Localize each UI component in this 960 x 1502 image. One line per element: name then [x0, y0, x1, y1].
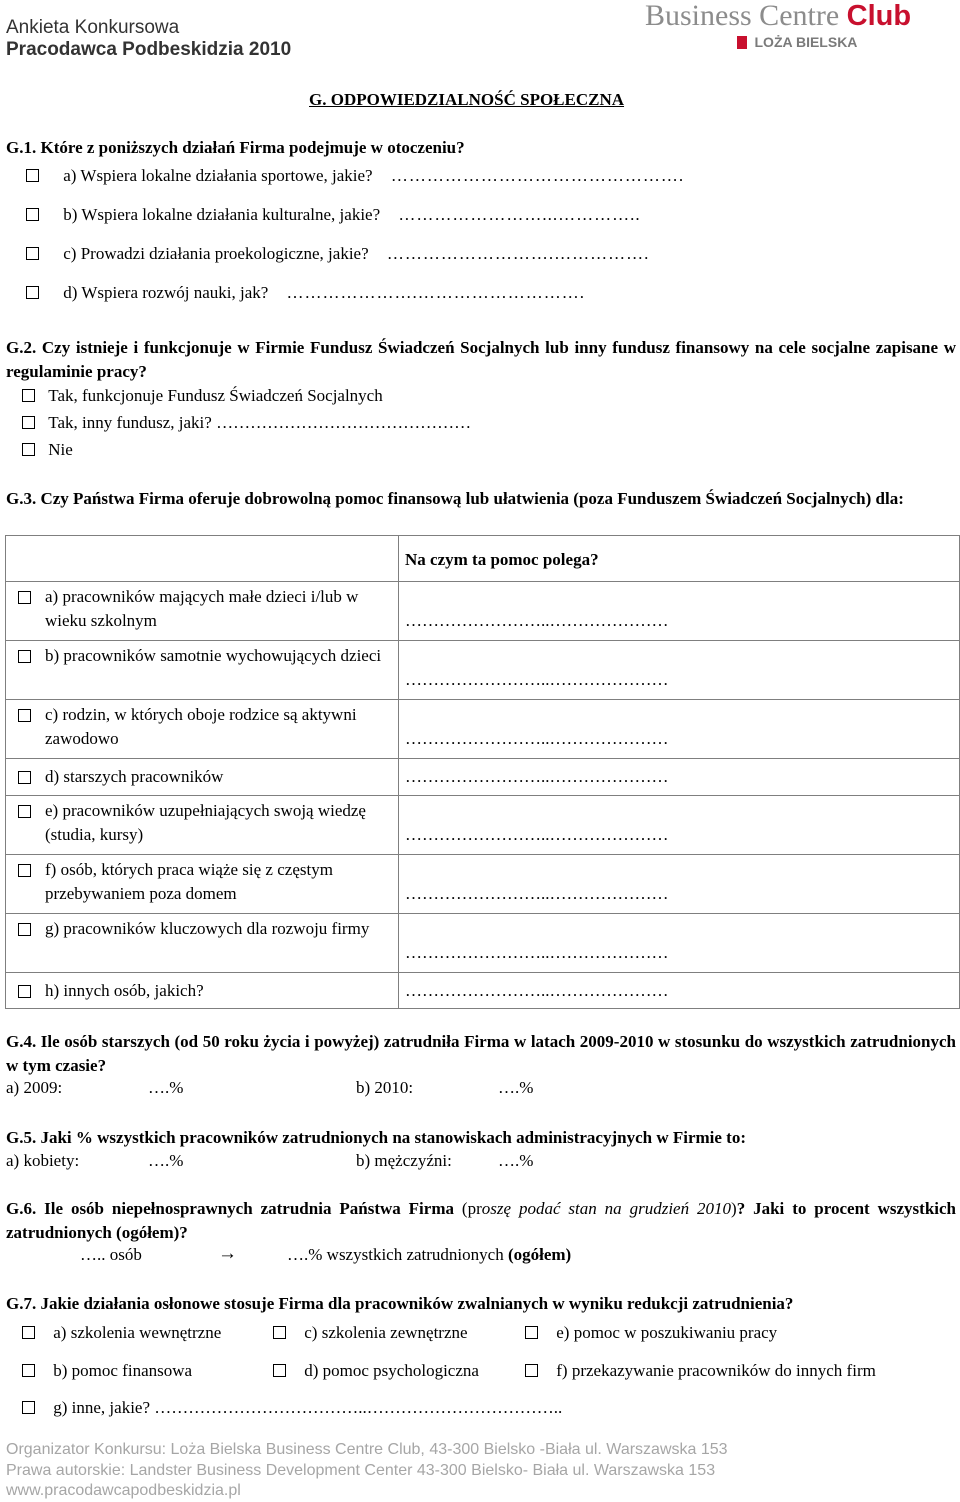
g2-option-3-label: Nie	[48, 440, 73, 459]
g6-paren-open: (pr	[461, 1199, 482, 1218]
checkbox[interactable]	[26, 208, 39, 221]
g3-row-label: e) pracowników uzupełniających swoją wiedzę (studia, kursy)	[45, 801, 366, 844]
checkbox[interactable]	[18, 709, 31, 722]
question-g3: G.3. Czy Państwa Firma oferuje dobrowolną pomoc finansową lub ułatwienia (poza Funduszem Świadczeń Socjalnych) dla:	[6, 489, 904, 508]
g2-option-2-label: Tak, inny fundusz, jaki? ………………………………………	[48, 413, 472, 432]
g4-a-label: a) 2009:	[6, 1078, 63, 1097]
checkbox[interactable]	[273, 1364, 286, 1377]
g6-percent[interactable]	[287, 1245, 571, 1265]
table-header-row	[6, 536, 960, 582]
g6-question-end: ? Jaki to procent wszystkich zatrudnionych (ogółem)?	[6, 1199, 956, 1242]
g7-option-c[interactable]	[273, 1323, 468, 1343]
table-row	[6, 759, 960, 796]
g2-option-3[interactable]	[22, 440, 73, 460]
answer-dots[interactable]: ……………………..…………………	[405, 611, 669, 630]
g6-paren-italic: oszę podać stan na grudzień 2010	[481, 1199, 732, 1218]
g7-option-g-label: g) inne, jakie? ………………………………..……………………………..	[53, 1398, 563, 1417]
checkbox[interactable]	[22, 1401, 35, 1414]
question-g4: G.4. Ile osób starszych (od 50 roku życia i powyżej) zatrudniła Firma w latach 2009-2010 w stosunku do wszystkich zatrudnionych w tym czasie?	[6, 1032, 956, 1075]
section-title: G. ODPOWIEDZIALNOŚĆ SPOŁECZNA	[309, 90, 625, 109]
g3-row-label: d) starszych pracowników	[45, 767, 224, 786]
g2-option-1[interactable]	[22, 386, 383, 406]
logo-main-text: Business Centre	[645, 0, 840, 32]
footer-website-link[interactable]: www.pracodawcapodbeskidzia.pl	[6, 1482, 241, 1499]
answer-dots[interactable]: ……………………..…………………	[405, 981, 669, 1000]
checkbox[interactable]	[18, 864, 31, 877]
g1-option-d-dots[interactable]: ………………….……………………….	[286, 283, 586, 302]
checkbox[interactable]	[22, 416, 35, 429]
g1-option-d-label: d) Wspiera rozwój nauki, jak?	[63, 283, 269, 302]
g7-option-a[interactable]	[22, 1323, 221, 1343]
g1-option-b-label: b) Wspiera lokalne działania kulturalne, jakie?	[63, 205, 381, 224]
g1-option-a-label: a) Wspiera lokalne działania sportowe, jakie?	[63, 166, 373, 185]
g1-option-c[interactable]	[26, 244, 649, 264]
g7-option-b[interactable]	[22, 1361, 192, 1381]
survey-title	[6, 17, 291, 61]
bcc-logo	[645, 0, 911, 52]
table-row	[6, 914, 960, 973]
g7-option-d[interactable]	[273, 1361, 479, 1381]
g7-option-e-label: e) pomoc w poszukiwaniu pracy	[556, 1323, 778, 1342]
table-row	[6, 582, 960, 641]
g7-option-a-label: a) szkolenia wewnętrzne	[53, 1323, 222, 1342]
table-row	[6, 855, 960, 914]
checkbox[interactable]	[525, 1326, 538, 1339]
g1-option-b-dots[interactable]: ……………………...…………..	[398, 205, 641, 224]
g1-option-c-dots[interactable]: ……………………….…………….	[386, 244, 650, 263]
footer-copyright: Prawa autorskie: Landster Business Development Center 43-300 Bielsko- Biała ul. Warszawska 153	[6, 1461, 716, 1479]
question-g7: G.7. Jakie działania osłonowe stosuje Firma dla pracowników zwalnianych w wyniku redukcji zatrudnienia?	[6, 1294, 794, 1313]
checkbox[interactable]	[22, 1326, 35, 1339]
table-row	[6, 796, 960, 855]
g5-b-value[interactable]: ….%	[498, 1151, 534, 1170]
logo-red-square-icon	[737, 36, 747, 49]
question-g6	[6, 1197, 956, 1245]
g3-row-label: f) osób, których praca wiąże się z częstym przebywaniem poza domem	[45, 860, 333, 903]
g2-option-2[interactable]	[22, 413, 471, 433]
question-g2: G.2. Czy istnieje i funkcjonuje w Firmie Fundusz Świadczeń Socjalnych lub inny fundusz finansowy na cele socjalne zapisane w regulaminie pracy?	[6, 338, 956, 381]
survey-title-line2: Pracodawca Podbeskidzia 2010	[6, 39, 292, 60]
question-g5: G.5. Jaki % wszystkich pracowników zatrudnionych na stanowiskach administracyjnych w Firmie to:	[6, 1128, 747, 1147]
answer-dots[interactable]: ……………………..…………………	[405, 943, 669, 962]
checkbox[interactable]	[18, 591, 31, 604]
g1-option-a-dots[interactable]: ………………………………………….	[390, 166, 685, 185]
table-row	[6, 641, 960, 700]
logo-sub-text: LOŻA BIELSKA	[754, 34, 858, 50]
checkbox[interactable]	[26, 247, 39, 260]
answer-dots[interactable]: ……………………..…………………	[405, 729, 669, 748]
checkbox[interactable]	[18, 771, 31, 784]
checkbox[interactable]	[18, 923, 31, 936]
g4-b-value[interactable]: ….%	[498, 1078, 534, 1097]
g7-option-f-label: f) przekazywanie pracowników do innych firm	[556, 1361, 876, 1380]
g6-persons[interactable]: ….. osób	[80, 1245, 142, 1264]
answer-dots[interactable]: ……………………..…………………	[405, 884, 669, 903]
g1-option-b[interactable]	[26, 205, 641, 225]
g3-table	[5, 535, 960, 1009]
g4-a-value[interactable]: ….%	[148, 1078, 184, 1097]
g6-percent-bold: (ogółem)	[507, 1245, 572, 1264]
table-row	[6, 700, 960, 759]
g6-question-start: G.6. Ile osób niepełnosprawnych zatrudnia Państwa Firma	[6, 1199, 454, 1218]
g3-row-label: a) pracowników mających małe dzieci i/lub w wieku szkolnym	[45, 587, 359, 630]
checkbox[interactable]	[18, 985, 31, 998]
g4-b-label: b) 2010:	[356, 1078, 414, 1097]
checkbox[interactable]	[26, 286, 39, 299]
question-g1: G.1. Które z poniższych działań Firma podejmuje w otoczeniu?	[6, 138, 465, 157]
answer-dots[interactable]: ……………………..…………………	[405, 670, 669, 689]
g2-option-1-label: Tak, funkcjonuje Fundusz Świadczeń Socjalnych	[48, 386, 383, 405]
footer	[6, 1440, 728, 1502]
checkbox[interactable]	[525, 1364, 538, 1377]
g7-option-g[interactable]	[22, 1398, 562, 1418]
g6-paren-close: )	[731, 1199, 737, 1218]
arrow-right-icon: →	[218, 1243, 237, 1264]
g3-row-label: c) rodzin, w których oboje rodzice są aktywni zawodowo	[45, 705, 357, 748]
checkbox[interactable]	[22, 389, 35, 402]
g7-option-e[interactable]	[525, 1323, 777, 1343]
g3-row-label: g) pracowników kluczowych dla rozwoju firmy	[45, 919, 370, 938]
checkbox[interactable]	[18, 805, 31, 818]
logo-club-text: Club	[846, 0, 912, 32]
checkbox[interactable]	[22, 443, 35, 456]
g4-answer-a[interactable]	[6, 1078, 62, 1098]
g5-a-label: a) kobiety:	[6, 1151, 80, 1170]
g3-row-label: h) innych osób, jakich?	[45, 981, 204, 1000]
table-row	[6, 973, 960, 1009]
checkbox[interactable]	[18, 650, 31, 663]
survey-title-line1: Ankieta Konkursowa	[6, 17, 180, 38]
checkbox[interactable]	[26, 169, 39, 182]
g1-option-a[interactable]	[26, 166, 684, 186]
g1-option-d[interactable]	[26, 283, 585, 303]
g7-option-f[interactable]	[525, 1361, 876, 1381]
g6-percent-text: ….% wszystkich zatrudnionych	[287, 1245, 504, 1264]
g5-b-label: b) mężczyźni:	[356, 1151, 452, 1170]
answer-dots[interactable]: ……………………..…………………	[405, 767, 669, 786]
column-header: Na czym ta pomoc polega?	[405, 550, 599, 569]
g7-option-b-label: b) pomoc finansowa	[53, 1361, 193, 1380]
checkbox[interactable]	[22, 1364, 35, 1377]
answer-dots[interactable]: ……………………..…………………	[405, 825, 669, 844]
g5-a-value[interactable]: ….%	[148, 1151, 184, 1170]
g3-row-label: b) pracowników samotnie wychowujących dzieci	[45, 646, 382, 665]
footer-organizer: Organizator Konkursu: Loża Bielska Business Centre Club, 43-300 Bielsko -Biała ul. Warszawska 153	[6, 1441, 728, 1458]
g7-option-c-label: c) szkolenia zewnętrzne	[304, 1323, 468, 1342]
g7-option-d-label: d) pomoc psychologiczna	[304, 1361, 479, 1380]
checkbox[interactable]	[273, 1326, 286, 1339]
g1-option-c-label: c) Prowadzi działania proekologiczne, jakie?	[63, 244, 369, 263]
